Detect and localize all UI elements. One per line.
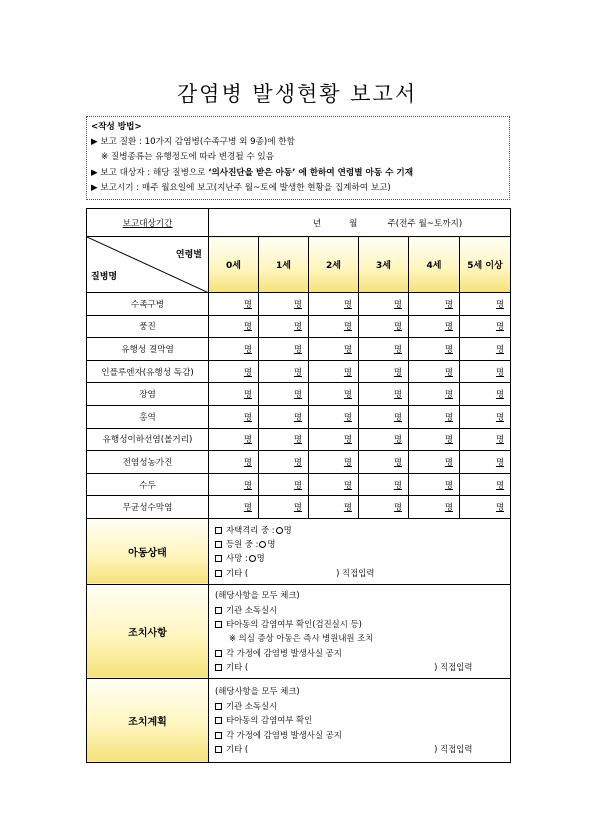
unit-label: 명: [343, 343, 352, 354]
writing-guide-box: [86, 116, 510, 200]
child-status-body: [209, 518, 511, 584]
unit-label: 명: [293, 411, 302, 422]
measures-body: [209, 584, 511, 678]
count-input[interactable]: [460, 338, 511, 361]
count-input[interactable]: [209, 338, 259, 361]
period-row: [87, 209, 511, 237]
unit-label: 명: [495, 502, 505, 513]
plan-other[interactable]: 기타 ( ) 직접입력: [215, 742, 504, 756]
child-status-label: 아동상태: [87, 518, 209, 584]
count-input[interactable]: [460, 428, 511, 451]
plan-label: 조치계획: [87, 678, 209, 762]
unit-label: 명: [444, 434, 453, 445]
count-input[interactable]: [409, 315, 460, 338]
count-circle[interactable]: [249, 555, 256, 562]
count-input[interactable]: [259, 473, 309, 496]
status-other[interactable]: 기타 ( ) 직접입력: [215, 566, 504, 580]
unit-label: 명: [343, 456, 352, 467]
unit-label: 명: [444, 456, 453, 467]
unit-label: 명: [393, 434, 402, 445]
status-attending[interactable]: 등원 중 : 명: [215, 537, 504, 551]
count-input[interactable]: [209, 315, 259, 338]
checkbox[interactable]: [215, 717, 222, 724]
diagonal-header-cell: [87, 237, 209, 293]
count-input[interactable]: [309, 451, 359, 474]
report-table: [86, 208, 511, 763]
unit-label: 명: [444, 479, 453, 490]
count-input[interactable]: [309, 383, 359, 406]
count-input[interactable]: [409, 383, 460, 406]
checkbox[interactable]: [215, 703, 222, 710]
measure-disinfection[interactable]: 기관 소독실시: [215, 603, 504, 617]
checkbox[interactable]: [215, 746, 222, 753]
disease-name: 수족구병: [87, 293, 209, 316]
guide-target-text: ▶ 보고 대상자 : 해당 질병으로: [91, 167, 209, 178]
unit-label: 명: [243, 321, 252, 332]
plan-intro: (해당사항을 모두 체크): [215, 686, 300, 697]
period-label: 보고대상기간: [87, 209, 209, 237]
unit-label: 명: [393, 456, 402, 467]
count-input[interactable]: [359, 473, 409, 496]
count-input[interactable]: [309, 315, 359, 338]
unit-label: 명: [444, 502, 453, 513]
unit-label: 명: [393, 411, 402, 422]
age-header-2: 2세: [309, 237, 359, 293]
period-input[interactable]: 년 월 주(전주 월~토까지): [209, 209, 511, 237]
count-input[interactable]: [409, 338, 460, 361]
status-home-isolation[interactable]: 자택격리 중 : 명: [215, 523, 504, 537]
disease-row: [87, 428, 511, 451]
checkbox[interactable]: [215, 664, 222, 671]
disease-name: 유행성이하선염(볼거리): [87, 428, 209, 451]
unit-label: 명: [343, 479, 352, 490]
count-input[interactable]: [359, 405, 409, 428]
unit-label: 명: [293, 366, 302, 377]
measure-check-infection[interactable]: 타아동의 감염여부 확인(검진실시 등): [215, 617, 504, 631]
count-input[interactable]: [209, 383, 259, 406]
guide-note: ※ 질병종류는 유행정도에 따라 변경될 수 있음: [101, 152, 275, 163]
unit-label: 명: [243, 434, 252, 445]
unit-label: 명: [495, 343, 505, 354]
count-input[interactable]: [209, 405, 259, 428]
guide-heading: <작성 방법>: [91, 122, 142, 132]
checkbox[interactable]: [215, 650, 222, 657]
guide-report-target: [91, 166, 505, 181]
count-input[interactable]: [460, 451, 511, 474]
disease-row: [87, 496, 511, 519]
unit-label: 명: [495, 411, 505, 422]
unit-label: 명: [444, 411, 453, 422]
count-circle[interactable]: [276, 527, 283, 534]
unit-label: 명: [293, 502, 302, 513]
checkbox[interactable]: [215, 527, 222, 534]
disease-name: 유행성 결막염: [87, 338, 209, 361]
count-input[interactable]: [309, 405, 359, 428]
count-input[interactable]: [309, 293, 359, 316]
guide-report-disease: ▶ 보고 질환 : 10가지 감염병(수족구병 외 9종)에 한함: [91, 137, 295, 148]
unit-label: 명: [343, 321, 352, 332]
count-input[interactable]: [359, 383, 409, 406]
unit-label: 명: [243, 366, 252, 377]
unit-label: 명: [293, 321, 302, 332]
unit-label: 명: [393, 389, 402, 400]
measures-row: [87, 584, 511, 678]
disease-name: 수두: [87, 473, 209, 496]
count-input[interactable]: [359, 360, 409, 383]
age-header-0: 0세: [209, 237, 259, 293]
measures-intro: (해당사항을 모두 체크): [215, 590, 300, 601]
unit-label: 명: [393, 343, 402, 354]
count-input[interactable]: [259, 315, 309, 338]
unit-label: 명: [293, 434, 302, 445]
guide-target-emphasis: ‘의사진단을 받은 아동’ 에 한하여 연령별 아동 수 기재: [208, 167, 414, 178]
unit-label: 명: [293, 389, 302, 400]
unit-label: 명: [393, 321, 402, 332]
plan-check-infection[interactable]: 타아동의 감염여부 확인: [215, 713, 504, 727]
age-header-3: 3세: [359, 237, 409, 293]
count-input[interactable]: [209, 496, 259, 519]
count-input[interactable]: [460, 293, 511, 316]
count-input[interactable]: [359, 293, 409, 316]
disease-row: [87, 360, 511, 383]
unit-label: 명: [495, 479, 505, 490]
count-input[interactable]: [359, 428, 409, 451]
unit-label: 명: [495, 366, 505, 377]
count-input[interactable]: [209, 293, 259, 316]
checkbox[interactable]: [215, 555, 222, 562]
count-input[interactable]: [259, 360, 309, 383]
disease-name-label: 질병명: [91, 272, 118, 282]
unit-label: 명: [444, 366, 453, 377]
unit-label: 명: [444, 389, 453, 400]
unit-label: 명: [293, 479, 302, 490]
disease-name: 무균성수막염: [87, 496, 209, 519]
disease-rows: [87, 293, 511, 519]
count-input[interactable]: [460, 383, 511, 406]
disease-row: [87, 338, 511, 361]
unit-label: 명: [343, 366, 352, 377]
checkbox[interactable]: [215, 607, 222, 614]
count-input[interactable]: [309, 496, 359, 519]
count-input[interactable]: [259, 405, 309, 428]
count-input[interactable]: [309, 428, 359, 451]
count-input[interactable]: [209, 360, 259, 383]
unit-label: 명: [495, 456, 505, 467]
count-input[interactable]: [359, 315, 409, 338]
unit-label: 명: [444, 321, 453, 332]
unit-label: 명: [293, 343, 302, 354]
unit-label: 명: [495, 321, 505, 332]
count-input[interactable]: [409, 496, 460, 519]
count-input[interactable]: [209, 451, 259, 474]
count-input[interactable]: [209, 473, 259, 496]
unit-label: 명: [343, 411, 352, 422]
plan-disinfection[interactable]: 기관 소독실시: [215, 699, 504, 713]
age-header-4: 4세: [409, 237, 460, 293]
disease-name: 장염: [87, 383, 209, 406]
unit-label: 명: [343, 389, 352, 400]
count-input[interactable]: [460, 360, 511, 383]
disease-name: 풍진: [87, 315, 209, 338]
count-input[interactable]: [309, 360, 359, 383]
count-input[interactable]: [409, 293, 460, 316]
count-input[interactable]: [209, 428, 259, 451]
count-input[interactable]: [259, 383, 309, 406]
count-input[interactable]: [460, 405, 511, 428]
unit-label: 명: [243, 298, 252, 309]
unit-label: 명: [343, 434, 352, 445]
status-death[interactable]: 사망 : 명: [215, 551, 504, 565]
count-input[interactable]: [259, 338, 309, 361]
unit-label: 명: [243, 343, 252, 354]
unit-label: 명: [293, 298, 302, 309]
unit-label: 명: [243, 411, 252, 422]
unit-label: 명: [393, 479, 402, 490]
unit-label: 명: [343, 298, 352, 309]
unit-label: 명: [243, 456, 252, 467]
count-input[interactable]: [460, 315, 511, 338]
unit-label: 명: [495, 434, 505, 445]
unit-label: 명: [243, 502, 252, 513]
disease-row: [87, 473, 511, 496]
disease-row: [87, 405, 511, 428]
count-input[interactable]: [409, 405, 460, 428]
count-input[interactable]: [309, 473, 359, 496]
count-input[interactable]: [259, 496, 309, 519]
disease-name: 홍역: [87, 405, 209, 428]
unit-label: 명: [293, 456, 302, 467]
age-header-row: [87, 237, 511, 293]
unit-label: 명: [393, 502, 402, 513]
guide-report-timing: ▶ 보고시기 : 매주 월요일에 보고(지난주 월~토에 발생한 현황을 집계하여 보고): [91, 182, 391, 193]
document-title: 감염병 발생현황 보고서: [176, 82, 418, 106]
plan-body: [209, 678, 511, 762]
count-input[interactable]: [409, 451, 460, 474]
count-input[interactable]: [460, 496, 511, 519]
measure-other[interactable]: 기타 ( ) 직접입력: [215, 660, 504, 674]
disease-row: [87, 383, 511, 406]
age-by-label: 연령별: [175, 250, 202, 260]
measure-note: ※ 의심 증상 아동은 즉시 병원내원 조치: [229, 633, 374, 644]
unit-label: 명: [243, 479, 252, 490]
count-input[interactable]: [309, 338, 359, 361]
measure-notify-homes[interactable]: 각 가정에 감염병 발생사실 공지: [215, 646, 504, 660]
count-input[interactable]: [259, 451, 309, 474]
count-input[interactable]: [409, 473, 460, 496]
unit-label: 명: [243, 389, 252, 400]
child-status-row: [87, 518, 511, 584]
checkbox[interactable]: [215, 732, 222, 739]
count-input[interactable]: [359, 451, 409, 474]
diagonal-line: [87, 237, 209, 293]
unit-label: 명: [444, 298, 453, 309]
age-header-5: 5세 이상: [460, 237, 511, 293]
count-circle[interactable]: [259, 541, 266, 548]
disease-row: [87, 451, 511, 474]
count-input[interactable]: [409, 428, 460, 451]
unit-label: 명: [495, 298, 505, 309]
checkbox[interactable]: [215, 541, 222, 548]
unit-label: 명: [343, 502, 352, 513]
count-input[interactable]: [409, 360, 460, 383]
unit-label: 명: [393, 298, 402, 309]
count-input[interactable]: [359, 496, 409, 519]
unit-label: 명: [393, 366, 402, 377]
age-header-1: 1세: [259, 237, 309, 293]
count-input[interactable]: [259, 293, 309, 316]
plan-notify-homes[interactable]: 각 가정에 감염병 발생사실 공지: [215, 728, 504, 742]
count-input[interactable]: [359, 338, 409, 361]
disease-row: [87, 315, 511, 338]
checkbox[interactable]: [215, 621, 222, 628]
measures-label: 조치사항: [87, 584, 209, 678]
disease-name: 전염성농가진: [87, 451, 209, 474]
count-input[interactable]: [460, 473, 511, 496]
count-input[interactable]: [259, 428, 309, 451]
plan-row: [87, 678, 511, 762]
unit-label: 명: [444, 343, 453, 354]
checkbox[interactable]: [215, 570, 222, 577]
disease-row: [87, 293, 511, 316]
unit-label: 명: [495, 389, 505, 400]
disease-name: 인플루엔자(유행성 독감): [87, 360, 209, 383]
